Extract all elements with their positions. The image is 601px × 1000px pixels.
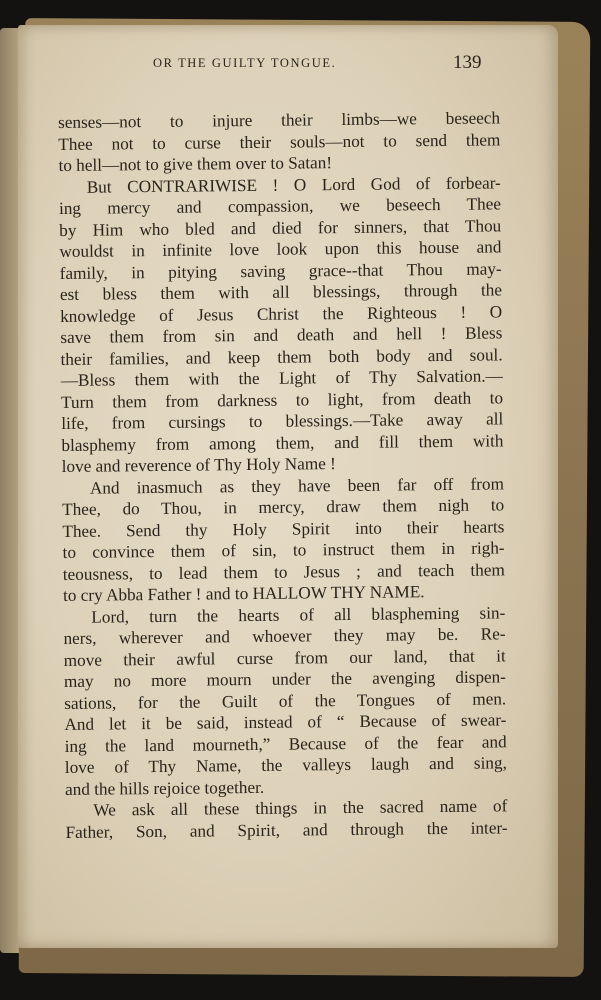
text-line: Thee, do Thou, in mercy, draw them nigh to (62, 495, 505, 519)
text-line: by Him who bled and died for sinners, that Thou (59, 215, 502, 240)
page-number: 139 (453, 52, 482, 73)
text-line: Thee not to curse their souls—not to send them (58, 129, 501, 154)
text-line: may no more mourn under the avenging dispen- (63, 667, 507, 691)
text-line: family, in pitying saving grace--that Thou may- (59, 258, 502, 283)
text-line: love and reverence of Thy Holy Name ! (61, 454, 336, 476)
text-line: est bless them with all blessings, through the (59, 280, 502, 304)
text-line: love of Thy Name, the valleys laugh and sing, (64, 753, 507, 777)
text-line: to cry Abba Father ! and to HALLOW THY NAME. (62, 582, 425, 605)
text-line: ing the land mourneth,” Because of the fear and (64, 731, 507, 756)
text-line: and the hills rejoice together. (64, 777, 265, 799)
text-line: Father, Son, and Spirit, and through the inter- (65, 817, 508, 842)
text-line: We ask all these things in the sacred name of (93, 796, 508, 820)
text-line: to hell—not to give them over to Satan! (58, 153, 333, 175)
text-line: And let it be said, instead of “ Because of swear- (64, 710, 507, 734)
text-line: But CONTRARIWISE ! O Lord God of forbear- (86, 172, 501, 197)
text-line: move their awful curse from our land, that it (63, 645, 506, 670)
text-line: Thee. Send thy Holy Spirit into their hearts (62, 516, 505, 541)
text-line: wouldst in infinite love look upon this house and (59, 237, 502, 261)
text-line: And inasmuch as they have been far off from (89, 473, 505, 498)
body-text (58, 107, 508, 843)
text-line: teousness, to lead them to Jesus ; and teach them (62, 559, 505, 584)
text-line: their families, and keep them both body and soul. (60, 344, 503, 369)
text-line: Lord, turn the hearts of all blaspheming sin- (91, 602, 506, 627)
text-line: life, from cursings to blessings.—Take away all (61, 409, 504, 433)
text-line: blasphemy from among them, and fill them with (61, 430, 504, 455)
text-line: ners, wherever and whoever they may be. Re- (63, 624, 506, 648)
text-line: knowledge of Jesus Christ the Righteous ! O (60, 301, 503, 326)
text-line: Turn them from darkness to light, from death to (60, 387, 504, 412)
text-line: ing mercy and compassion, we beseech Thee (58, 194, 502, 218)
text-line: save them from sin and death and hell ! Bless (60, 323, 503, 347)
text-line: senses—not to injure their limbs—we beseech (58, 108, 501, 132)
text-line: sations, for the Guilt of the Tongues of men. (64, 688, 507, 713)
text-line: to convince them of sin, to instruct them in righ- (62, 538, 505, 562)
text-line: —Bless them with the Light of Thy Salvation.— (60, 366, 503, 390)
running-head-title: OR THE GUILTY TONGUE. (153, 56, 337, 70)
